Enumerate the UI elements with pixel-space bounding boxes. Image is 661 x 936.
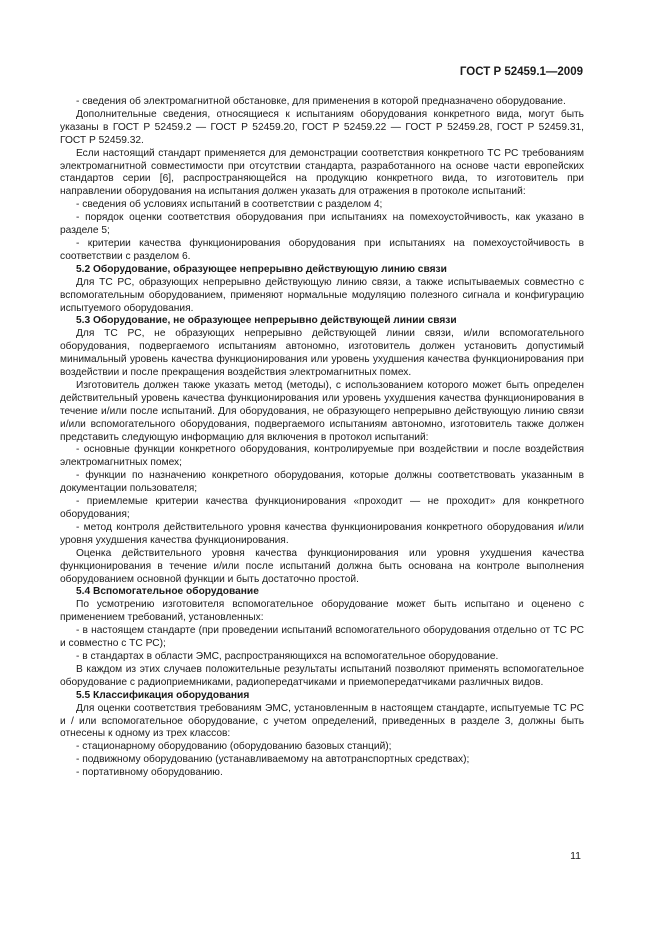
paragraph: В каждом из этих случаев положительные результаты испытаний позволяют применять вспомогательное оборудование с радиоприемниками, радиопередатчиками и приемопередатчиками различных видов. [60, 663, 584, 688]
paragraph: Для ТС РС, образующих непрерывно действующую линию связи, а также испытываемых совместно с вспомогательным оборудованием, применяют нормальные модуляцию полезного сигнала и конфигурацию испытуемого оборудования. [60, 276, 584, 314]
page-number: 11 [570, 850, 581, 862]
section-heading: 5.4 Вспомогательное оборудование [76, 586, 259, 598]
paragraph: - сведения об электромагнитной обстановке, для применения в которой предназначено оборудование. [76, 96, 566, 107]
section-heading: 5.5 Классификация оборудования [76, 689, 250, 701]
paragraph: По усмотрению изготовителя вспомогательное оборудование может быть испытано и оценено с применением требований, установленных: [60, 599, 584, 624]
paragraph: - приемлемые критерии качества функционирования «проходит — не проходит» для конкретного оборудования; [60, 496, 584, 520]
paragraph: Оценка действительного уровня качества функционирования или уровня ухудшения качества функционирования в течение и/или после испытаний должна быть основана на контроле выполнения оборудованием основной функции и быть достаточно простой. [60, 547, 584, 585]
paragraph: - портативному оборудованию. [76, 767, 223, 779]
paragraph: Дополнительные сведения, относящиеся к испытаниям оборудования конкретного вида, могут быть указаны в ГОСТ Р 52459.2 — ГОСТ Р 52459.20, ГОСТ Р 52459.22 — ГОСТ Р 52459.28, ГОСТ Р 52459.31, ГОСТ Р 52459.32. [60, 108, 584, 146]
paragraph: - сведения об условиях испытаний в соответствии с разделом 4; [76, 199, 383, 211]
paragraph: - порядок оценки соответствия оборудования при испытаниях на помехоустойчивость, как указано в разделе 5; [60, 212, 584, 237]
paragraph: - критерии качества функционирования оборудования при испытаниях на помехоустойчивость в соответствии с разделом 6. [60, 237, 584, 262]
paragraph: Для оценки соответствия требованиям ЭМС, установленным в настоящем стандарте, испытуемые ТС РС и / или вспомогательное оборудование, с учетом определений, приведенных в разделе 3, должны быть отнесены к одному из трех классов: [60, 702, 584, 740]
paragraph: - функции по назначению конкретного оборудования, которые должны соответствовать указанным в документации пользователя; [60, 470, 584, 495]
paragraph: - в стандартах в области ЭМС, распространяющихся на вспомогательное оборудование. [76, 650, 499, 662]
paragraph: - основные функции конкретного оборудования, контролируемые при воздействии и после воздействия электромагнитных помех; [60, 444, 584, 469]
page-body [60, 96, 584, 780]
paragraph: Если настоящий стандарт применяется для демонстрации соответствия конкретного ТС РС требованиям электромагнитной совместимости при отсутствии стандарта, разработанного на основе части европейских стандартов серии [6], распространяющейся на продукцию конкретного вида, то изготовитель при направлении оборудования на испытания должен указать для отражения в протоколе испытаний: [60, 147, 584, 198]
document-header: ГОСТ Р 52459.1—2009 [459, 66, 583, 78]
paragraph: Изготовитель должен также указать метод (методы), с использованием которого может быть определен действительный уровень качества функционирования или уровень ухудшения качества функционирования в течение и/или после испытаний. Для оборудования, не образующего непрерывно действующую линию связи и/или вспомогательного оборудования, подвергаемого испытаниям автономно, изготовитель также должен представить следующую информацию для включения в протокол испытаний: [60, 379, 584, 443]
section-heading: 5.3 Оборудование, не образующее непрерывно действующей линии связи [76, 315, 457, 327]
section-heading: 5.2 Оборудование, образующее непрерывно действующую линию связи [76, 263, 447, 275]
paragraph: - в настоящем стандарте (при проведении испытаний вспомогательного оборудования отдельно от ТС РС и совместно с ТС РС); [60, 625, 584, 650]
paragraph: - подвижному оборудованию (устанавливаемому на автотранспортных средствах); [76, 754, 470, 766]
paragraph: - стационарному оборудованию (оборудованию базовых станций); [76, 741, 392, 753]
paragraph: Для ТС РС, не образующих непрерывно действующей линии связи, и/или вспомогательного оборудования, подвергаемого испытаниям автономно, изготовитель должен установить допустимый минимальный уровень качества функционирования или уровень ухудшения качества функционирования при воздействии и после прекращения воздействия электромагнитных помех. [60, 328, 584, 379]
paragraph: - метод контроля действительного уровня качества функционирования конкретного оборудования и/или уровня ухудшения качества функционирования. [60, 521, 584, 546]
